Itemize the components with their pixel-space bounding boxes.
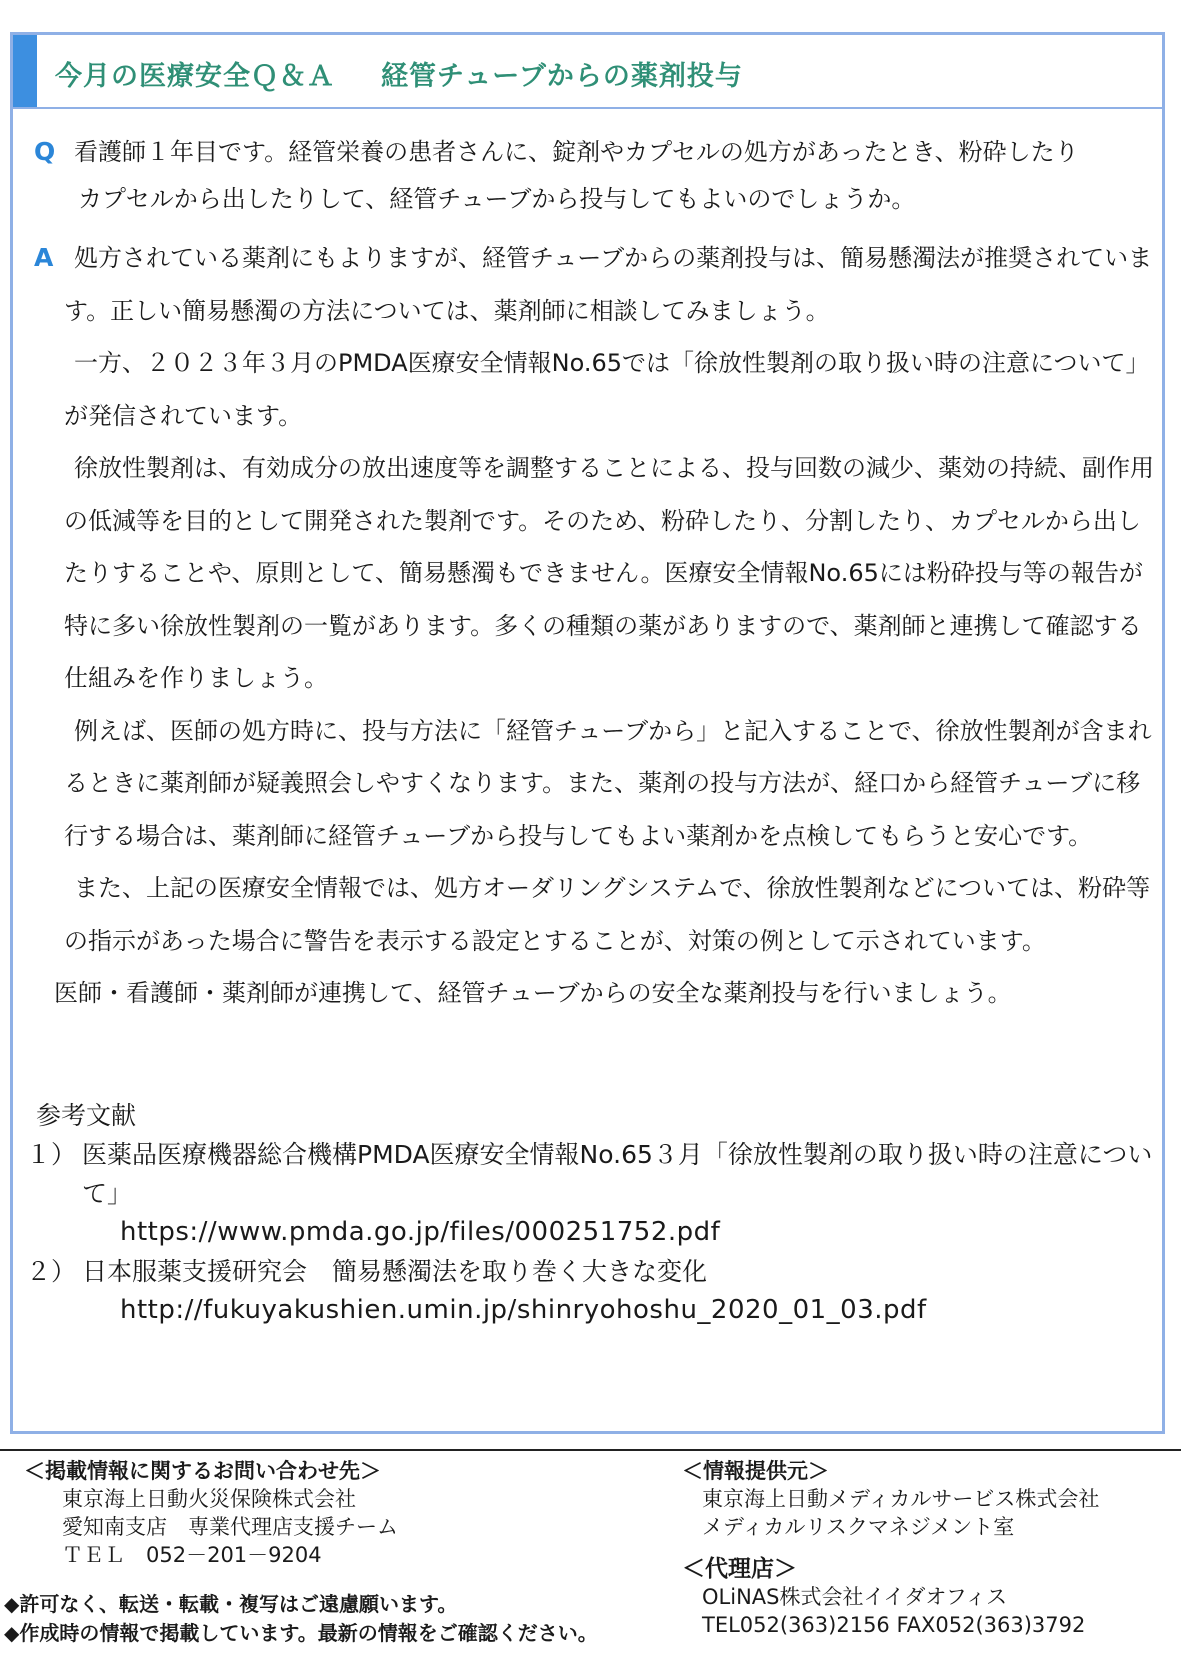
note-no-redistribution: ◆許可なく、転送・転載・複写はご遠慮願います。 <box>4 1592 458 1616</box>
question-marker: Q <box>34 137 56 166</box>
answer-paragraph: 処方されている薬剤にもよりますが、経管チューブからの薬剤投与は、簡易懸濁法が推奨されています。正しい簡易懸濁の方法については、薬剤師に相談してみましょう。 <box>64 244 1153 325</box>
reference-text: 医薬品医療機器総合機構PMDA医療安全情報No.65３月「徐放性製剤の取り扱い時の注意について」 <box>82 1140 1153 1208</box>
title-accent-bar <box>13 35 37 107</box>
footer-divider <box>0 1449 1181 1451</box>
reference-link[interactable]: https://www.pmda.go.jp/files/000251752.pdf <box>120 1217 721 1247</box>
reference-number: ２） <box>26 1257 77 1286</box>
reference-number: １） <box>26 1140 77 1169</box>
references-heading: 参考文献 <box>36 1101 137 1130</box>
question-line-1: 看護師１年目です。経管栄養の患者さんに、錠剤やカプセルの処方があったとき、粉砕したり <box>74 138 1079 166</box>
provider-heading: ＜情報提供元＞ <box>682 1459 829 1483</box>
reference-item <box>26 1252 1161 1291</box>
title-topic: 経管チューブからの薬剤投与 <box>381 61 743 92</box>
answer-paragraph: また、上記の医療安全情報では、処方オーダリングシステムで、徐放性製剤などについては、粉砕等の指示があった場合に警告を表示する設定とすることが、対策の例として示されています。 <box>64 874 1151 955</box>
provider-info <box>682 1457 1099 1639</box>
title-bar <box>13 35 1162 109</box>
page-title <box>55 54 743 93</box>
question-line-2: カプセルから出したりして、経管チューブから投与してもよいのでしょうか。 <box>78 184 916 213</box>
agent-heading: ＜代理店＞ <box>682 1556 797 1582</box>
note-current-info: ◆作成時の情報で掲載しています。最新の情報をご確認ください。 <box>4 1621 598 1645</box>
answer-paragraph: 医師・看護師・薬剤師が連携して、経管チューブからの安全な薬剤投与を行いましょう。 <box>54 979 1012 1007</box>
reference-item <box>26 1135 1161 1213</box>
agent-name: OLiNAS株式会社イイダオフィス <box>702 1585 1008 1609</box>
usage-notes <box>4 1590 598 1648</box>
contact-heading: ＜掲載情報に関するお問い合わせ先＞ <box>24 1459 381 1483</box>
references <box>26 1096 1161 1330</box>
provider-dept: メディカルリスクマネジメント室 <box>702 1515 1015 1539</box>
answer-paragraph: 一方、２０２３年３月のPMDA医療安全情報No.65では「徐放性製剤の取り扱い時の注意について」が発信されています。 <box>64 349 1150 430</box>
reference-link[interactable]: http://fukuyakushien.umin.jp/shinryohoshu_2020_01_03.pdf <box>120 1295 927 1325</box>
reference-text: 日本服薬支援研究会 簡易懸濁法を取り巻く大きな変化 <box>82 1257 708 1286</box>
answer-block <box>34 232 1161 1020</box>
contact-info <box>24 1457 398 1569</box>
contact-tel: ＴＥＬ 052－201－9204 <box>62 1543 322 1567</box>
answer-marker: A <box>34 243 54 272</box>
provider-company: 東京海上日動メディカルサービス株式会社 <box>702 1487 1100 1511</box>
contact-company: 東京海上日動火災保険株式会社 <box>62 1487 356 1511</box>
contact-branch: 愛知南支店 専業代理店支援チーム <box>62 1515 398 1539</box>
answer-paragraph: 徐放性製剤は、有効成分の放出速度等を調整することによる、投与回数の減少、薬効の持続、副作用の低減等を目的として開発された製剤です。そのため、粉砕したり、分割したり、カプセルから出したりすることや、原則として、簡易懸濁もできません。医療安全情報No.65には粉砕投与等の報告が特に多い徐放性製剤の一覧があります。多くの種類の薬がありますので、薬剤師と連携して確認する仕組みを作りましょう。 <box>64 454 1154 692</box>
question-block <box>34 126 1161 225</box>
title-series: 今月の医療安全Ｑ＆Ａ <box>55 61 335 92</box>
answer-paragraph: 例えば、医師の処方時に、投与方法に「経管チューブから」と記入することで、徐放性製剤が含まれるときに薬剤師が疑義照会しやすくなります。また、薬剤の投与方法が、経口から経管チューブに移行する場合は、薬剤師に経管チューブから投与してもよい薬剤かを点検してもらうと安心です。 <box>64 716 1152 850</box>
agent-contact: TEL052(363)2156 FAX052(363)3792 <box>702 1613 1086 1637</box>
